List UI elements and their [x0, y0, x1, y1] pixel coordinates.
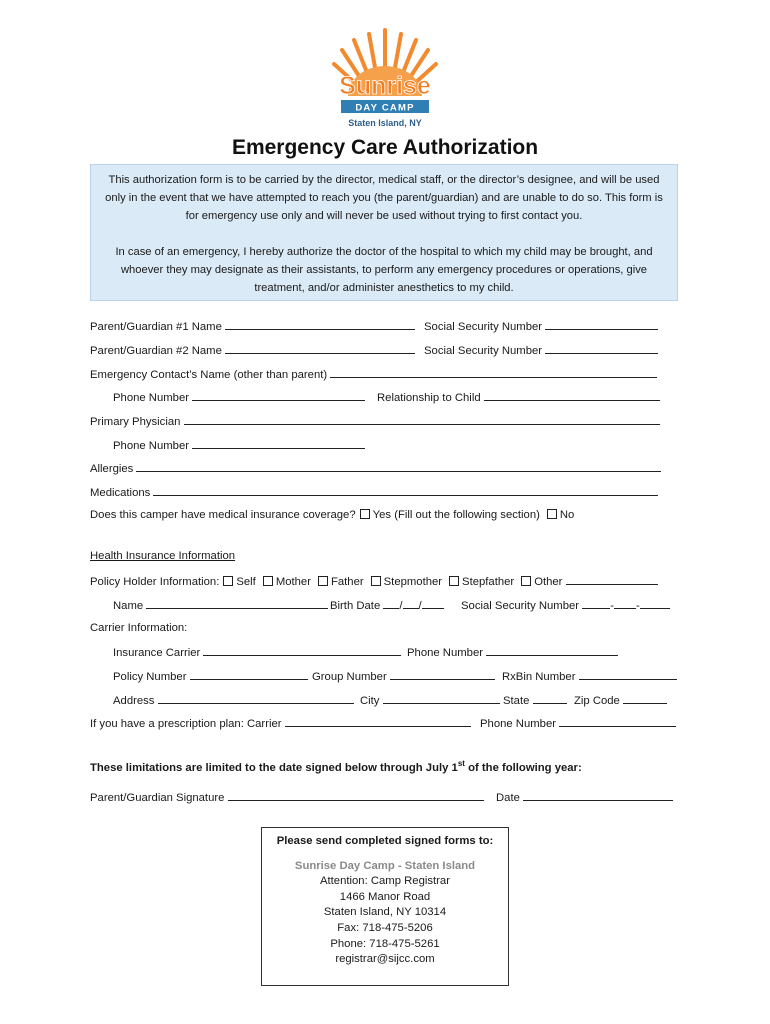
insurance-question-row [90, 508, 574, 522]
option-self: Self [236, 576, 256, 588]
parent2-ssn-field[interactable] [545, 342, 658, 354]
send-to-box [261, 827, 509, 986]
send-to-header: Please send completed signed forms to: [276, 835, 494, 847]
carrier-phone-row [407, 644, 618, 660]
yes-option-label: Yes (Fill out the following section) [372, 509, 540, 521]
physician-field[interactable] [184, 413, 660, 425]
physician-label: Primary Physician [90, 416, 181, 428]
parent2-ssn-label: Social Security Number [424, 345, 543, 357]
parent1-label: Parent/Guardian #1 Name [90, 321, 222, 333]
intro-box [90, 164, 678, 301]
state-field[interactable] [533, 692, 567, 704]
limitation-text-end: of the following year: [464, 761, 582, 774]
insurance-carrier-field[interactable] [203, 644, 401, 656]
limitation-text: These limitations are limited to the date signed below through July 1 [90, 761, 458, 774]
page-title: Emergency Care Authorization [231, 136, 539, 159]
sun-icon [326, 24, 444, 134]
signature-date-row [496, 789, 673, 805]
send-to-fax: Fax: 718-475-5206 [337, 921, 433, 934]
stepmother-checkbox[interactable] [371, 576, 381, 586]
medications-row [90, 484, 658, 500]
zip-field[interactable] [623, 692, 667, 704]
intro-paragraph-1: This authorization form is to be carried by the director, medical staff, or the director’s designee, and will be used only in the event that we have attempted to reach you (the parent/guardian) and are unable to do so. This form is for emergency use only and will never be used without trying to first contact you. [105, 174, 663, 222]
intro-paragraph-2: In case of an emergency, I hereby authorize the doctor of the hospital to which my child may be brought, and whoever they may designate as their assistants, to perform any emergency procedures or operations, give treatment, and/or administer anesthetics to my child. [115, 246, 653, 294]
allergies-label: Allergies [90, 463, 134, 475]
emergency-contact-field[interactable] [330, 366, 657, 378]
parent1-name-field[interactable] [225, 318, 415, 330]
parent2-ssn-row [424, 342, 658, 358]
emergency-contact-label: Emergency Contact’s Name (other than parent) [90, 369, 328, 381]
physician-row [90, 413, 660, 429]
health-insurance-heading: Health Insurance Information [90, 550, 236, 562]
prescription-phone-row [480, 715, 676, 731]
policy-number-label: Policy Number [113, 671, 187, 683]
policy-holder-row [90, 573, 658, 589]
allergies-field[interactable] [136, 460, 661, 472]
holder-name-field[interactable] [146, 597, 328, 609]
limitation-superscript: st [457, 759, 465, 768]
zip-label: Zip Code [574, 695, 620, 707]
signature-date-label: Date [496, 792, 520, 804]
mother-checkbox[interactable] [263, 576, 273, 586]
parent2-row [90, 342, 415, 358]
physician-phone-label: Phone Number [113, 440, 189, 452]
sunrise-logo [326, 24, 444, 134]
birth-date-row: Birth Date / / [330, 597, 444, 613]
logo-brand: Sunrise [339, 72, 431, 100]
zip-row [574, 692, 667, 708]
emergency-phone-field[interactable] [192, 389, 365, 401]
other-field[interactable] [566, 573, 658, 585]
signature-field[interactable] [228, 789, 484, 801]
holder-ssn-row: Social Security Number - - [461, 597, 670, 613]
send-to-org: Sunrise Day Camp - Staten Island [294, 859, 476, 872]
yes-checkbox[interactable] [360, 509, 370, 519]
medications-label: Medications [90, 487, 151, 499]
stepfather-checkbox[interactable] [449, 576, 459, 586]
logo-tagline: DAY CAMP [355, 102, 415, 114]
address-row [113, 692, 354, 708]
group-number-label: Group Number [312, 671, 387, 683]
send-to-phone: Phone: 718-475-5261 [330, 937, 440, 950]
city-row [360, 692, 500, 708]
rxbin-label: RxBin Number [502, 671, 576, 683]
prescription-phone-label: Phone Number [480, 718, 556, 730]
carrier-phone-field[interactable] [486, 644, 618, 656]
signature-label: Parent/Guardian Signature [90, 792, 225, 804]
policy-number-field[interactable] [190, 668, 308, 680]
limitation-statement [90, 757, 582, 775]
parent1-row [90, 318, 415, 334]
rxbin-row [502, 668, 677, 684]
insurance-carrier-row [113, 644, 401, 660]
father-checkbox[interactable] [318, 576, 328, 586]
birth-year-field[interactable] [422, 597, 444, 609]
logo-location: Staten Island, NY [348, 118, 422, 128]
option-father: Father [330, 576, 364, 588]
relationship-row [377, 389, 660, 405]
state-label: State [503, 695, 530, 707]
self-checkbox[interactable] [223, 576, 233, 586]
carrier-phone-label: Phone Number [407, 647, 483, 659]
physician-phone-field[interactable] [192, 437, 365, 449]
address-field[interactable] [158, 692, 354, 704]
signature-date-field[interactable] [523, 789, 673, 801]
send-to-attention: Attention: Camp Registrar [320, 875, 450, 888]
city-field[interactable] [383, 692, 500, 704]
send-to-city: Staten Island, NY 10314 [323, 906, 447, 919]
insurance-carrier-label: Insurance Carrier [113, 647, 201, 659]
parent1-ssn-field[interactable] [545, 318, 658, 330]
parent1-ssn-label: Social Security Number [424, 321, 543, 333]
emergency-contact-row [90, 366, 657, 382]
parent1-ssn-row [424, 318, 658, 334]
signature-row [90, 789, 484, 805]
send-to-email[interactable]: registrar@sijcc.com [335, 953, 435, 966]
emergency-phone-label: Phone Number [113, 392, 189, 404]
holder-ssn-label: Social Security Number [461, 600, 580, 612]
birth-date-label: Birth Date [330, 600, 381, 612]
option-stepfather: Stepfather [462, 576, 515, 588]
city-label: City [360, 695, 380, 707]
parent2-name-field[interactable] [225, 342, 415, 354]
no-checkbox[interactable] [547, 509, 557, 519]
holder-name-row [113, 597, 328, 613]
policy-number-row [113, 668, 308, 684]
option-other: Other [534, 576, 563, 588]
insurance-question-label: Does this camper have medical insurance coverage? [90, 509, 356, 521]
ssn-part1-field[interactable] [582, 597, 610, 609]
address-label: Address [113, 695, 155, 707]
prescription-label: If you have a prescription plan: Carrier [90, 718, 282, 730]
carrier-info-label: Carrier Information: [90, 622, 188, 634]
option-stepmother: Stepmother [383, 576, 443, 588]
group-number-row [312, 668, 495, 684]
holder-name-label: Name [113, 600, 144, 612]
ssn-part2-field[interactable] [614, 597, 636, 609]
physician-phone-row [113, 437, 365, 453]
allergies-row [90, 460, 661, 476]
policy-holder-label: Policy Holder Information: [90, 576, 220, 588]
send-to-street: 1466 Manor Road [339, 890, 431, 903]
other-checkbox[interactable] [521, 576, 531, 586]
state-row [503, 692, 567, 708]
emergency-phone-row [113, 389, 365, 405]
prescription-carrier-field[interactable] [285, 715, 471, 727]
relationship-field[interactable] [484, 389, 660, 401]
group-number-field[interactable] [390, 668, 495, 680]
rxbin-field[interactable] [579, 668, 677, 680]
birth-day-field[interactable] [403, 597, 419, 609]
prescription-row [90, 715, 471, 731]
parent2-label: Parent/Guardian #2 Name [90, 345, 222, 357]
ssn-part3-field[interactable] [640, 597, 670, 609]
prescription-phone-field[interactable] [559, 715, 676, 727]
relationship-label: Relationship to Child [377, 392, 481, 404]
no-option-label: No [559, 509, 575, 521]
option-mother: Mother [275, 576, 311, 588]
medications-field[interactable] [153, 484, 658, 496]
birth-month-field[interactable] [383, 597, 399, 609]
